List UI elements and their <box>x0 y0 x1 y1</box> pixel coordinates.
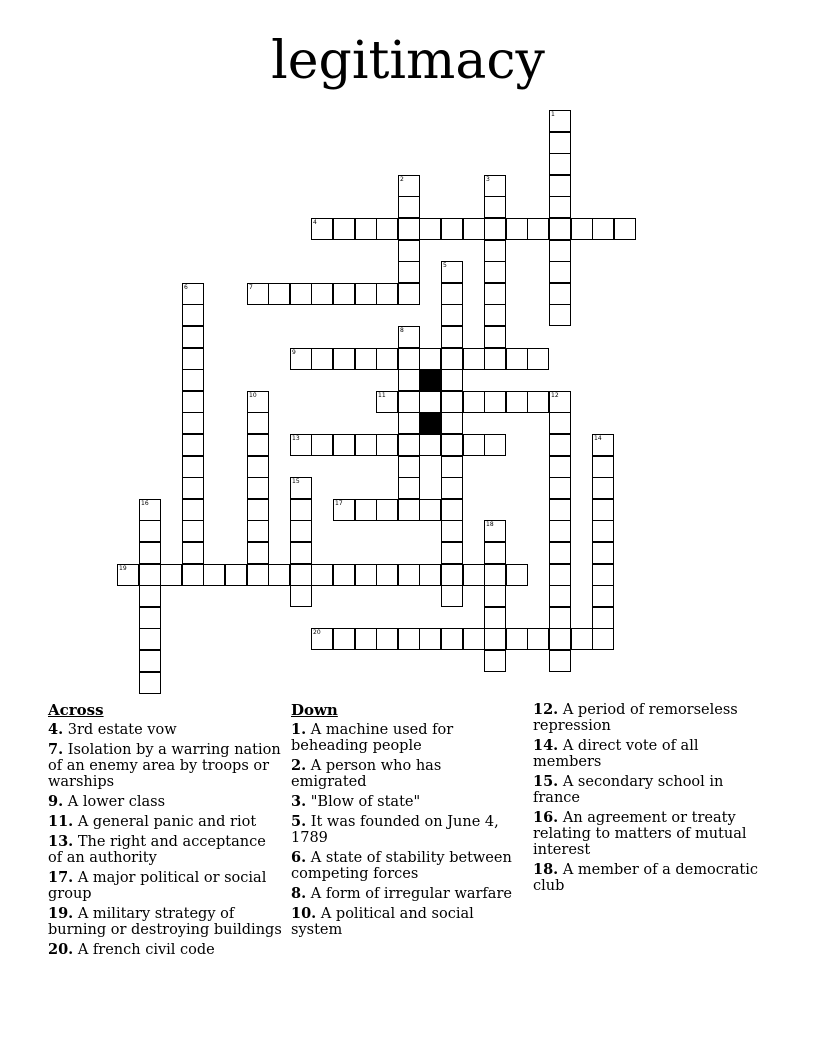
grid-cell[interactable] <box>549 650 571 672</box>
grid-cell[interactable] <box>484 585 506 607</box>
clue-number-label: 18 <box>486 521 494 528</box>
grid-cell[interactable] <box>182 456 204 478</box>
down-clues <box>291 702 521 942</box>
clue-number: 9. <box>48 793 64 810</box>
grid-cell[interactable] <box>484 196 506 218</box>
grid-cell[interactable] <box>225 564 247 586</box>
clue-number-label: 13 <box>292 435 300 442</box>
grid-cell[interactable] <box>571 628 593 650</box>
clue-item <box>291 906 521 938</box>
grid-cell[interactable] <box>549 412 571 434</box>
grid-cell[interactable] <box>441 348 463 370</box>
grid-cell[interactable] <box>441 261 463 283</box>
clue-text: The right and acceptance of an authority <box>48 834 266 866</box>
grid-cell[interactable] <box>419 434 441 456</box>
clue-text: A french civil code <box>73 942 215 958</box>
puzzle-title: legitimacy <box>271 31 545 91</box>
grid-cell[interactable] <box>484 434 506 456</box>
grid-cell[interactable] <box>290 499 312 521</box>
grid-cell[interactable] <box>527 391 549 413</box>
grid-cell[interactable] <box>441 304 463 326</box>
grid-cell[interactable] <box>139 520 161 542</box>
grid-cell[interactable] <box>290 585 312 607</box>
grid-cell[interactable] <box>247 542 269 564</box>
grid-cell[interactable] <box>182 391 204 413</box>
grid-cell[interactable] <box>398 175 420 197</box>
clue-number-label: 10 <box>249 392 257 399</box>
grid-cell[interactable] <box>203 564 225 586</box>
grid-cell[interactable] <box>592 477 614 499</box>
clue-number-label: 16 <box>141 500 149 507</box>
grid-cell[interactable] <box>484 607 506 629</box>
grid-cell[interactable] <box>355 218 377 240</box>
clue-number-label: 2 <box>400 176 404 183</box>
grid-cell[interactable] <box>376 628 398 650</box>
clue-text: A period of remorseless repression <box>533 702 738 734</box>
grid-cell[interactable] <box>549 434 571 456</box>
clue-item <box>533 702 763 734</box>
grid-cell[interactable] <box>549 628 571 650</box>
clue-number: 2. <box>291 757 307 774</box>
grid-cell[interactable] <box>398 240 420 262</box>
clue-item <box>291 886 521 902</box>
grid-cell[interactable] <box>441 412 463 434</box>
clue-number-label: 9 <box>292 349 296 356</box>
grid-cell[interactable] <box>355 628 377 650</box>
clue-text: A machine used for beheading people <box>291 722 454 754</box>
grid-cell[interactable] <box>182 348 204 370</box>
grid-cell[interactable] <box>506 564 528 586</box>
clue-number: 19. <box>48 905 74 922</box>
clue-number-label: 4 <box>313 219 317 226</box>
grid-cell[interactable] <box>398 434 420 456</box>
grid-cell[interactable] <box>549 153 571 175</box>
grid-cell[interactable] <box>182 542 204 564</box>
grid-cell[interactable] <box>376 218 398 240</box>
grid-cell[interactable] <box>290 477 312 499</box>
clue-item <box>291 722 521 754</box>
grid-cell[interactable] <box>398 477 420 499</box>
grid-cell[interactable] <box>290 348 312 370</box>
clue-number-label: 17 <box>335 500 343 507</box>
grid-cell[interactable] <box>484 564 506 586</box>
grid-cell[interactable] <box>506 391 528 413</box>
clue-number-label: 12 <box>551 392 559 399</box>
clue-number: 8. <box>291 885 307 902</box>
grid-cell[interactable] <box>398 326 420 348</box>
grid-cell[interactable] <box>333 283 355 305</box>
clue-number: 6. <box>291 849 307 866</box>
grid-cell[interactable] <box>376 434 398 456</box>
grid-cell[interactable] <box>182 283 204 305</box>
grid-cell[interactable] <box>614 218 636 240</box>
grid-cell[interactable] <box>247 564 269 586</box>
clue-item <box>48 742 284 790</box>
grid-cell[interactable] <box>182 369 204 391</box>
grid-cell[interactable] <box>247 456 269 478</box>
grid-cell[interactable] <box>398 348 420 370</box>
grid-cell[interactable] <box>376 499 398 521</box>
grid-cell[interactable] <box>441 218 463 240</box>
grid-cell[interactable] <box>506 628 528 650</box>
grid-cell[interactable] <box>398 196 420 218</box>
grid-cell[interactable] <box>549 456 571 478</box>
grid-cell[interactable] <box>441 434 463 456</box>
grid-cell[interactable] <box>182 434 204 456</box>
grid-cell[interactable] <box>419 218 441 240</box>
grid-cell[interactable] <box>419 391 441 413</box>
grid-cell[interactable] <box>182 564 204 586</box>
grid-cell[interactable] <box>247 499 269 521</box>
grid-cell[interactable] <box>311 564 333 586</box>
clue-text: "Blow of state" <box>306 794 421 810</box>
grid-cell[interactable] <box>441 520 463 542</box>
grid-cell[interactable] <box>355 434 377 456</box>
clue-text: A secondary school in france <box>533 774 724 806</box>
grid-cell[interactable] <box>139 607 161 629</box>
clue-number: 3. <box>291 793 307 810</box>
grid-cell[interactable] <box>549 520 571 542</box>
clue-item <box>533 810 763 858</box>
grid-cell[interactable] <box>484 261 506 283</box>
grid-cell[interactable] <box>398 456 420 478</box>
clue-item <box>48 794 284 810</box>
grid-cell[interactable] <box>484 348 506 370</box>
clue-number: 11. <box>48 813 74 830</box>
grid-cell[interactable] <box>376 564 398 586</box>
grid-cell[interactable] <box>549 564 571 586</box>
grid-cell[interactable] <box>441 542 463 564</box>
grid-cell[interactable] <box>549 477 571 499</box>
grid-cell[interactable] <box>398 218 420 240</box>
clue-number-label: 20 <box>313 629 321 636</box>
clue-number: 13. <box>48 833 74 850</box>
clue-item <box>291 850 521 882</box>
grid-cell[interactable] <box>182 477 204 499</box>
grid-cell[interactable] <box>484 628 506 650</box>
grid-cell[interactable] <box>441 369 463 391</box>
grid-cell[interactable] <box>441 326 463 348</box>
grid-cell[interactable] <box>333 499 355 521</box>
clue-item <box>48 814 284 830</box>
grid-cell[interactable] <box>484 218 506 240</box>
clue-text: A lower class <box>63 794 166 810</box>
grid-cell[interactable] <box>463 628 485 650</box>
grid-cell[interactable] <box>549 542 571 564</box>
grid-cell[interactable] <box>117 564 139 586</box>
grid-cell[interactable] <box>549 218 571 240</box>
grid-cell[interactable] <box>484 650 506 672</box>
grid-cell[interactable] <box>527 348 549 370</box>
clue-number-label: 7 <box>249 284 253 291</box>
grid-cell[interactable] <box>290 283 312 305</box>
grid-cell[interactable] <box>441 585 463 607</box>
clue-number-label: 1 <box>551 111 555 118</box>
grid-cell[interactable] <box>247 477 269 499</box>
grid-cell[interactable] <box>160 564 182 586</box>
grid-cell[interactable] <box>506 348 528 370</box>
grid-cell[interactable] <box>290 434 312 456</box>
clue-number-label: 6 <box>184 284 188 291</box>
clue-text: A form of irregular warfare <box>306 886 512 902</box>
grid-cell[interactable] <box>247 391 269 413</box>
grid-cell[interactable] <box>419 348 441 370</box>
clue-item <box>48 870 284 902</box>
grid-cell[interactable] <box>592 628 614 650</box>
grid-cell[interactable] <box>484 542 506 564</box>
grid-cell[interactable] <box>376 283 398 305</box>
clue-item <box>48 906 284 938</box>
clue-number-label: 3 <box>486 176 490 183</box>
clue-text: A direct vote of all members <box>533 738 699 770</box>
grid-cell[interactable] <box>398 564 420 586</box>
grid-cell[interactable] <box>484 326 506 348</box>
clue-text: 3rd estate vow <box>63 722 177 738</box>
clue-text: A person who has emigrated <box>291 758 442 790</box>
clue-item <box>291 758 521 790</box>
grid-cell[interactable] <box>311 283 333 305</box>
grid-cell[interactable] <box>182 412 204 434</box>
clue-number-label: 15 <box>292 478 300 485</box>
clue-text: A member of a democratic club <box>533 862 758 894</box>
grid-cell-black <box>419 412 441 434</box>
grid-cell[interactable] <box>549 283 571 305</box>
clue-number-label: 5 <box>443 262 447 269</box>
grid-cell[interactable] <box>419 564 441 586</box>
grid-cell[interactable] <box>549 196 571 218</box>
grid-cell[interactable] <box>290 564 312 586</box>
grid-cell[interactable] <box>398 369 420 391</box>
grid-cell-black <box>419 369 441 391</box>
across-clues <box>48 702 284 962</box>
grid-cell[interactable] <box>484 283 506 305</box>
clue-item <box>533 738 763 770</box>
grid-cell[interactable] <box>463 218 485 240</box>
grid-cell[interactable] <box>398 628 420 650</box>
grid-cell[interactable] <box>463 348 485 370</box>
grid-cell[interactable] <box>441 391 463 413</box>
clue-item <box>291 814 521 846</box>
grid-cell[interactable] <box>182 499 204 521</box>
clue-number: 15. <box>533 773 559 790</box>
clue-number-label: 11 <box>378 392 386 399</box>
grid-cell[interactable] <box>463 564 485 586</box>
clue-text: A major political or social group <box>48 870 267 902</box>
grid-cell[interactable] <box>376 348 398 370</box>
grid-cell[interactable] <box>549 175 571 197</box>
grid-cell[interactable] <box>527 218 549 240</box>
grid-cell[interactable] <box>484 520 506 542</box>
grid-cell[interactable] <box>484 240 506 262</box>
clue-number: 5. <box>291 813 307 830</box>
clue-text: An agreement or treaty relating to matters of mutual interest <box>533 810 747 858</box>
grid-cell[interactable] <box>592 499 614 521</box>
grid-cell[interactable] <box>139 499 161 521</box>
grid-cell[interactable] <box>549 261 571 283</box>
clue-text: It was founded on June 4, 1789 <box>291 814 499 846</box>
clue-number: 20. <box>48 941 74 958</box>
grid-cell[interactable] <box>592 434 614 456</box>
down-clues-continued <box>533 702 763 898</box>
grid-cell[interactable] <box>549 391 571 413</box>
grid-cell[interactable] <box>311 348 333 370</box>
grid-cell[interactable] <box>355 348 377 370</box>
clue-number: 16. <box>533 809 559 826</box>
clue-text: A political and social system <box>291 906 474 938</box>
grid-cell[interactable] <box>333 564 355 586</box>
clue-number: 17. <box>48 869 74 886</box>
clue-text: A state of stability between competing forces <box>291 850 512 882</box>
grid-cell[interactable] <box>355 283 377 305</box>
grid-cell[interactable] <box>592 542 614 564</box>
grid-cell[interactable] <box>549 499 571 521</box>
grid-cell[interactable] <box>333 628 355 650</box>
grid-cell[interactable] <box>441 283 463 305</box>
grid-cell[interactable] <box>441 477 463 499</box>
grid-cell[interactable] <box>549 607 571 629</box>
across-heading: Across <box>48 701 104 719</box>
grid-cell[interactable] <box>549 240 571 262</box>
clue-item <box>48 942 284 958</box>
grid-cell[interactable] <box>139 672 161 694</box>
grid-cell[interactable] <box>376 391 398 413</box>
grid-cell[interactable] <box>290 520 312 542</box>
clue-number: 10. <box>291 905 317 922</box>
grid-cell[interactable] <box>441 499 463 521</box>
clue-item <box>48 834 284 866</box>
grid-cell[interactable] <box>463 434 485 456</box>
grid-cell[interactable] <box>311 218 333 240</box>
clue-number: 1. <box>291 721 307 738</box>
grid-cell[interactable] <box>182 304 204 326</box>
grid-cell[interactable] <box>441 564 463 586</box>
grid-cell[interactable] <box>355 499 377 521</box>
grid-cell[interactable] <box>398 261 420 283</box>
grid-cell[interactable] <box>247 283 269 305</box>
grid-cell[interactable] <box>527 628 549 650</box>
grid-cell[interactable] <box>484 175 506 197</box>
grid-cell[interactable] <box>592 520 614 542</box>
grid-cell[interactable] <box>355 564 377 586</box>
grid-cell[interactable] <box>139 542 161 564</box>
grid-cell[interactable] <box>592 585 614 607</box>
clue-number: 12. <box>533 701 559 718</box>
grid-cell[interactable] <box>549 110 571 132</box>
grid-cell[interactable] <box>484 304 506 326</box>
grid-cell[interactable] <box>592 218 614 240</box>
grid-cell[interactable] <box>139 564 161 586</box>
clue-number: 7. <box>48 741 64 758</box>
clue-item <box>291 794 521 810</box>
grid-cell[interactable] <box>247 520 269 542</box>
grid-cell[interactable] <box>398 391 420 413</box>
grid-cell[interactable] <box>247 412 269 434</box>
grid-cell[interactable] <box>506 218 528 240</box>
grid-cell[interactable] <box>592 564 614 586</box>
clue-number: 14. <box>533 737 559 754</box>
grid-cell[interactable] <box>182 326 204 348</box>
grid-cell[interactable] <box>182 520 204 542</box>
clue-item <box>533 862 763 894</box>
grid-cell[interactable] <box>139 650 161 672</box>
grid-cell[interactable] <box>139 628 161 650</box>
grid-cell[interactable] <box>333 218 355 240</box>
grid-cell[interactable] <box>398 499 420 521</box>
grid-cell[interactable] <box>419 499 441 521</box>
grid-cell[interactable] <box>592 456 614 478</box>
grid-cell[interactable] <box>247 434 269 456</box>
grid-cell[interactable] <box>463 391 485 413</box>
grid-cell[interactable] <box>571 218 593 240</box>
clue-text: A military strategy of burning or destroying buildings <box>48 906 282 938</box>
grid-cell[interactable] <box>268 564 290 586</box>
clue-number-label: 14 <box>594 435 602 442</box>
clue-number-label: 19 <box>119 565 127 572</box>
clue-number-label: 8 <box>400 327 404 334</box>
grid-cell[interactable] <box>419 628 441 650</box>
grid-cell[interactable] <box>441 456 463 478</box>
grid-cell[interactable] <box>592 607 614 629</box>
grid-cell[interactable] <box>549 585 571 607</box>
grid-cell[interactable] <box>549 132 571 154</box>
grid-cell[interactable] <box>441 628 463 650</box>
grid-cell[interactable] <box>333 434 355 456</box>
grid-cell[interactable] <box>139 585 161 607</box>
clue-item <box>533 774 763 806</box>
grid-cell[interactable] <box>484 391 506 413</box>
clue-number: 18. <box>533 861 559 878</box>
grid-cell[interactable] <box>290 542 312 564</box>
grid-cell[interactable] <box>268 283 290 305</box>
clue-number: 4. <box>48 721 64 738</box>
clue-item <box>48 722 284 738</box>
clue-text: A general panic and riot <box>73 814 257 830</box>
clue-text: Isolation by a warring nation of an enemy area by troops or warships <box>48 742 281 790</box>
grid-cell[interactable] <box>333 348 355 370</box>
grid-cell[interactable] <box>311 628 333 650</box>
grid-cell[interactable] <box>549 304 571 326</box>
down-heading: Down <box>291 701 338 719</box>
grid-cell[interactable] <box>398 412 420 434</box>
grid-cell[interactable] <box>398 283 420 305</box>
grid-cell[interactable] <box>311 434 333 456</box>
